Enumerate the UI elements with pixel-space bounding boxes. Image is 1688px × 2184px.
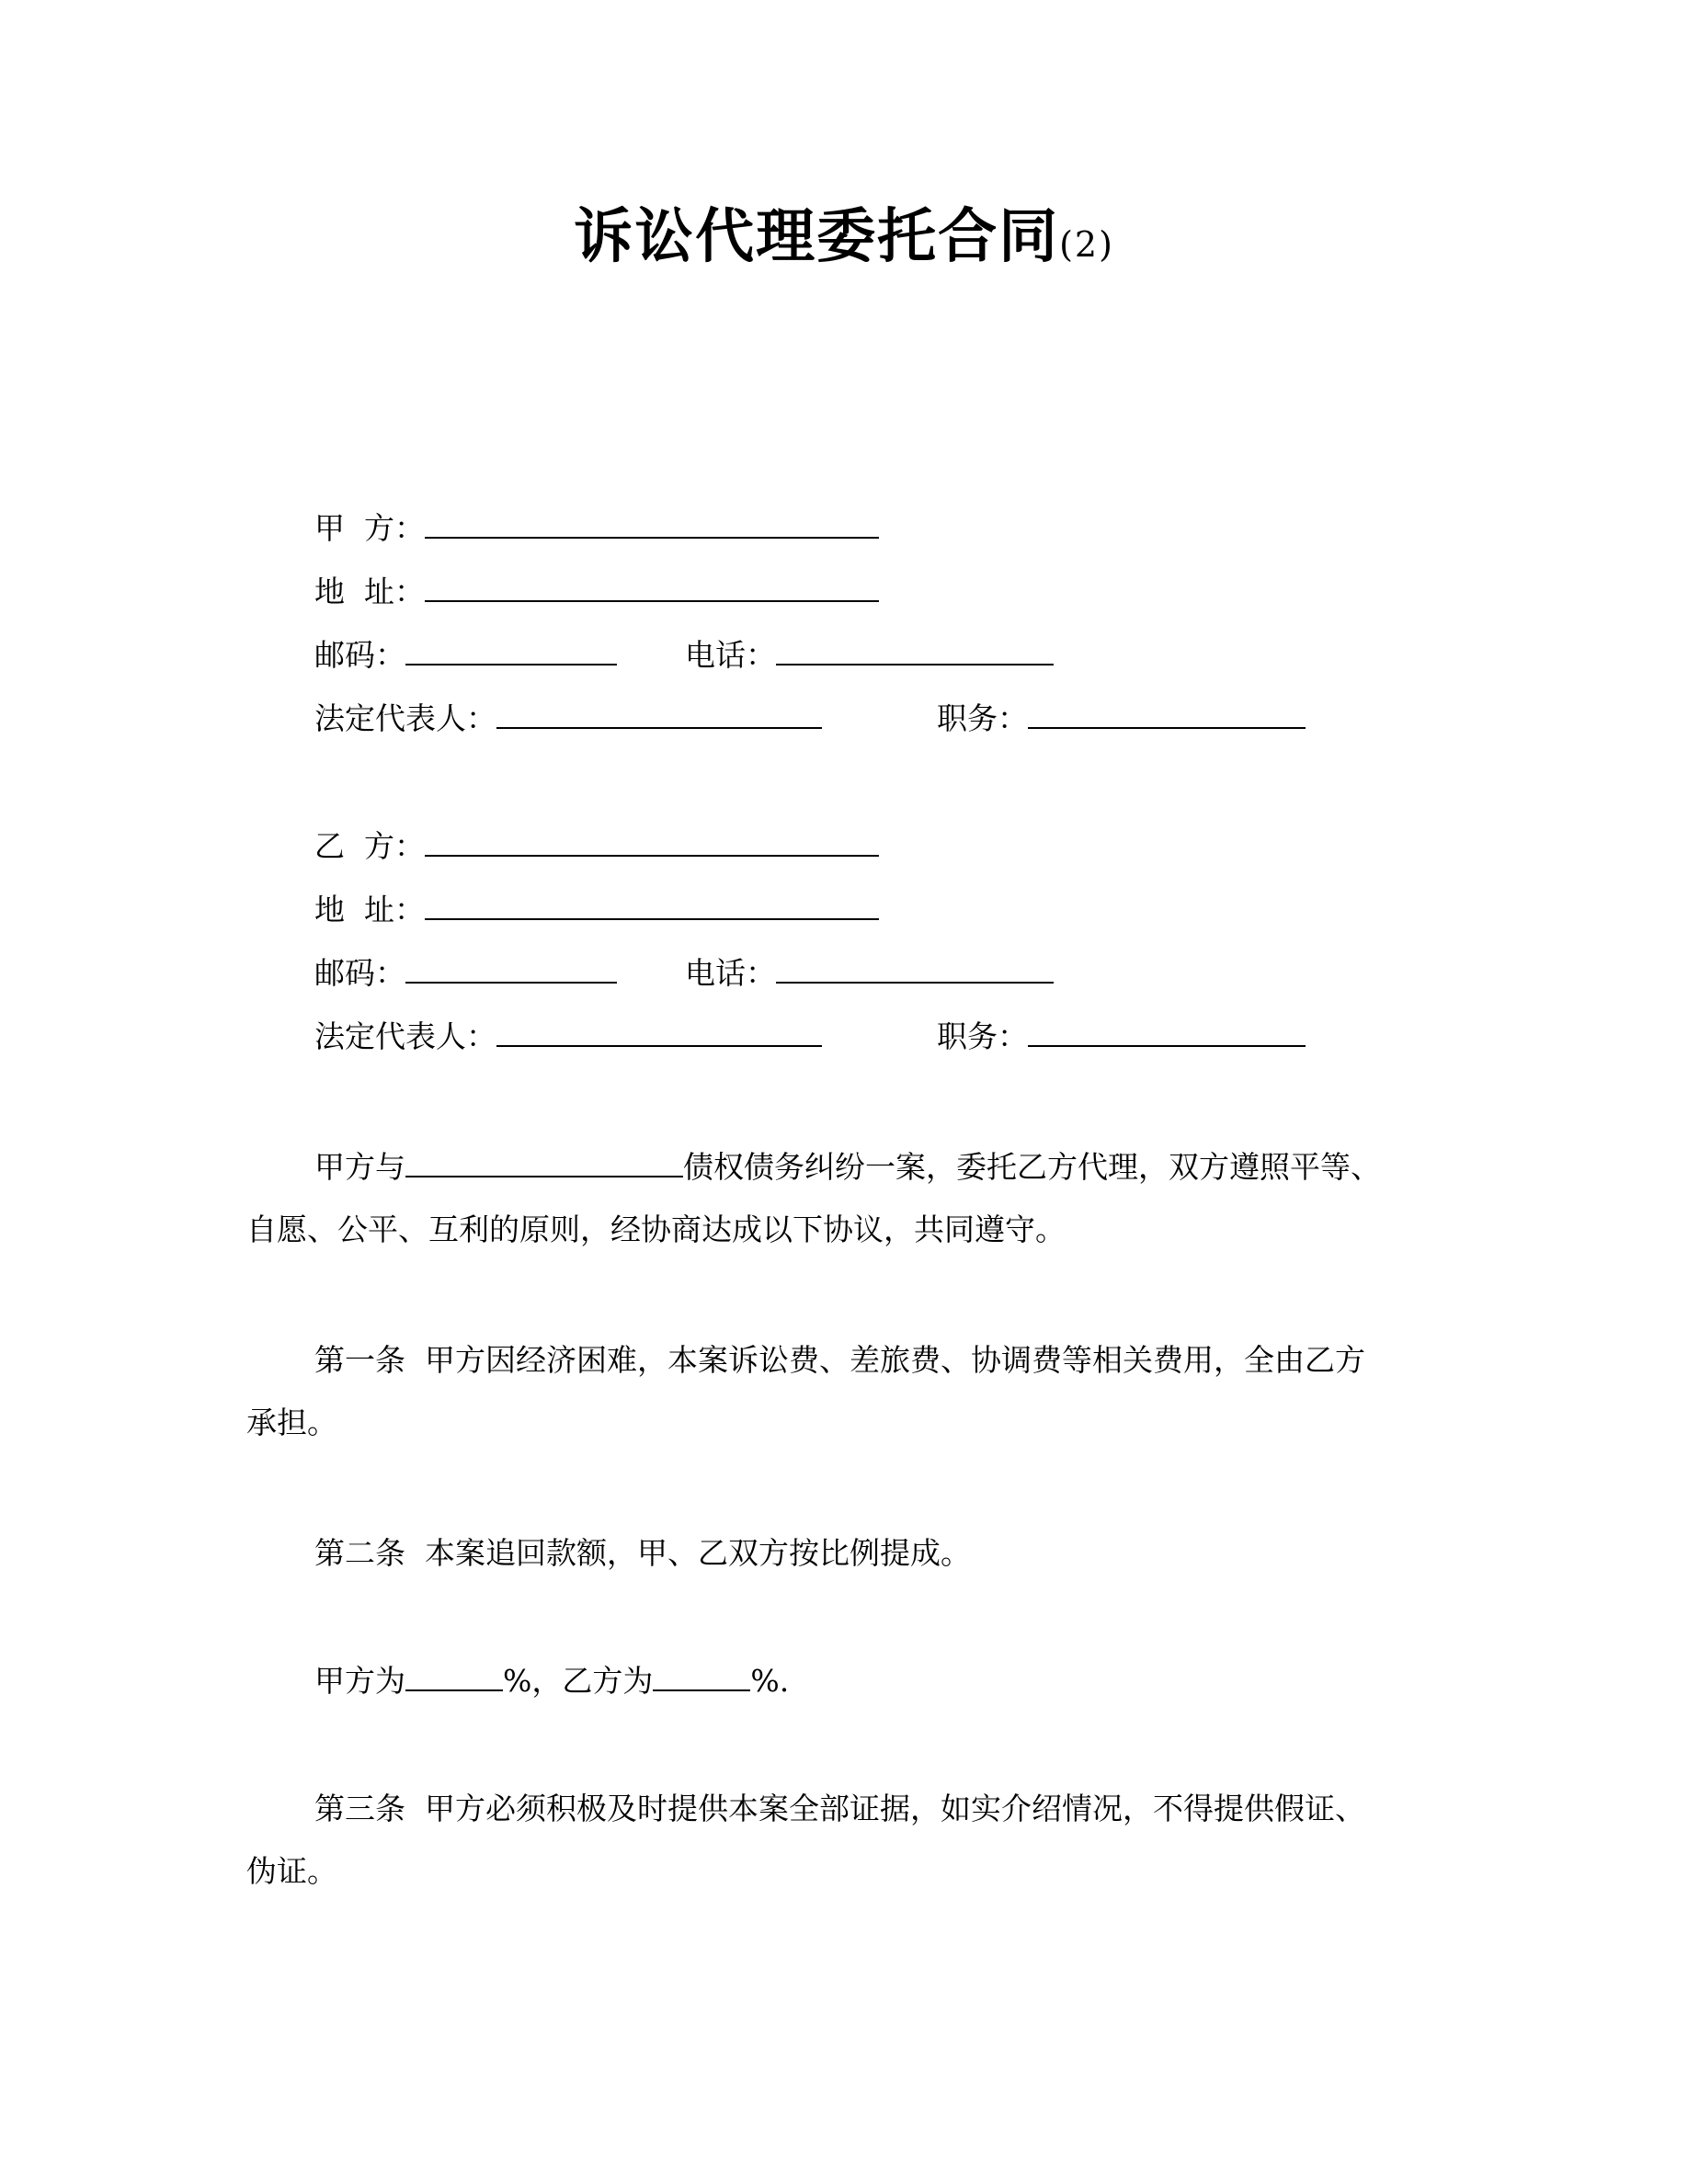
article-1-line2: 承担。 xyxy=(246,1405,337,1440)
title-suffix: (2) xyxy=(1059,224,1114,265)
party-b-zip-label: 邮码： xyxy=(314,955,405,991)
ratio-b-label: 乙方为 xyxy=(562,1663,654,1699)
party-a-rep-field[interactable] xyxy=(496,692,822,729)
party-a-zip-label: 邮码： xyxy=(314,637,405,673)
document-title xyxy=(0,200,1688,281)
intro-paragraph xyxy=(246,1136,1442,1261)
party-a-name-field[interactable] xyxy=(425,502,879,539)
ratio-b-unit: %. xyxy=(750,1663,790,1699)
party-b-rep-field[interactable] xyxy=(496,1010,822,1047)
party-b-zip-field[interactable] xyxy=(405,947,617,984)
ratio-a-unit: %， xyxy=(503,1663,563,1699)
intro-after: 债权债务纠纷一案，委托乙方代理，双方遵照平等、 xyxy=(683,1149,1381,1185)
party-b-contact-row xyxy=(314,947,1054,996)
party-a-position-field[interactable] xyxy=(1028,692,1306,729)
party-a-contact-row xyxy=(314,629,1054,678)
article-3-line2: 伪证。 xyxy=(246,1853,337,1889)
party-b-name-field[interactable] xyxy=(425,820,879,857)
party-b-phone-label: 电话： xyxy=(685,955,776,991)
party-a-phone-field[interactable] xyxy=(776,629,1054,665)
party-b-address-row xyxy=(314,883,879,933)
article-1-line1: 第一条 甲方因经济困难，本案诉讼费、差旅费、协调费等相关费用，全由乙方 xyxy=(314,1342,1365,1378)
party-b-address-field[interactable] xyxy=(425,883,879,920)
article-3-line1: 第三条 甲方必须积极及时提供本案全部证据，如实介绍情况，不得提供假证、 xyxy=(314,1791,1365,1826)
party-b-rep-row xyxy=(314,1010,1306,1060)
party-b-rep-label: 法定代表人： xyxy=(314,1018,496,1054)
party-a-address-label: 地 址： xyxy=(314,574,425,609)
party-a-zip-field[interactable] xyxy=(405,629,617,665)
party-a-rep-label: 法定代表人： xyxy=(314,700,496,736)
intro-counterparty-field[interactable] xyxy=(405,1143,683,1177)
party-a-name-row xyxy=(314,502,879,552)
party-b-position-label: 职务： xyxy=(937,1018,1028,1054)
party-a-address-field[interactable] xyxy=(425,565,879,602)
intro-line2: 自愿、公平、互利的原则，经协商达成以下协议，共同遵守。 xyxy=(246,1211,1066,1247)
party-b-name-label: 乙 方： xyxy=(314,828,425,864)
party-a-phone-label: 电话： xyxy=(685,637,776,673)
ratio-a-label: 甲方为 xyxy=(314,1663,405,1699)
party-a-rep-row xyxy=(314,692,1306,742)
party-b-name-row xyxy=(314,820,879,870)
article-3 xyxy=(246,1778,1442,1903)
party-b-address-label: 地 址： xyxy=(314,892,425,927)
ratio-a-field[interactable] xyxy=(405,1656,503,1691)
party-a-position-label: 职务： xyxy=(937,700,1028,736)
party-b-phone-field[interactable] xyxy=(776,947,1054,984)
article-2-line1: 第二条 本案追回款额，甲、乙双方按比例提成。 xyxy=(314,1535,971,1571)
ratio-b-field[interactable] xyxy=(653,1656,750,1691)
party-b-position-field[interactable] xyxy=(1028,1010,1306,1047)
ratio-line xyxy=(246,1650,1442,1712)
party-a-name-label: 甲 方： xyxy=(314,510,425,546)
intro-before: 甲方与 xyxy=(314,1149,405,1185)
article-2 xyxy=(246,1522,1442,1585)
party-a-address-row xyxy=(314,565,879,615)
article-1 xyxy=(246,1329,1442,1454)
title-text: 诉讼代理委托合同 xyxy=(574,203,1060,271)
